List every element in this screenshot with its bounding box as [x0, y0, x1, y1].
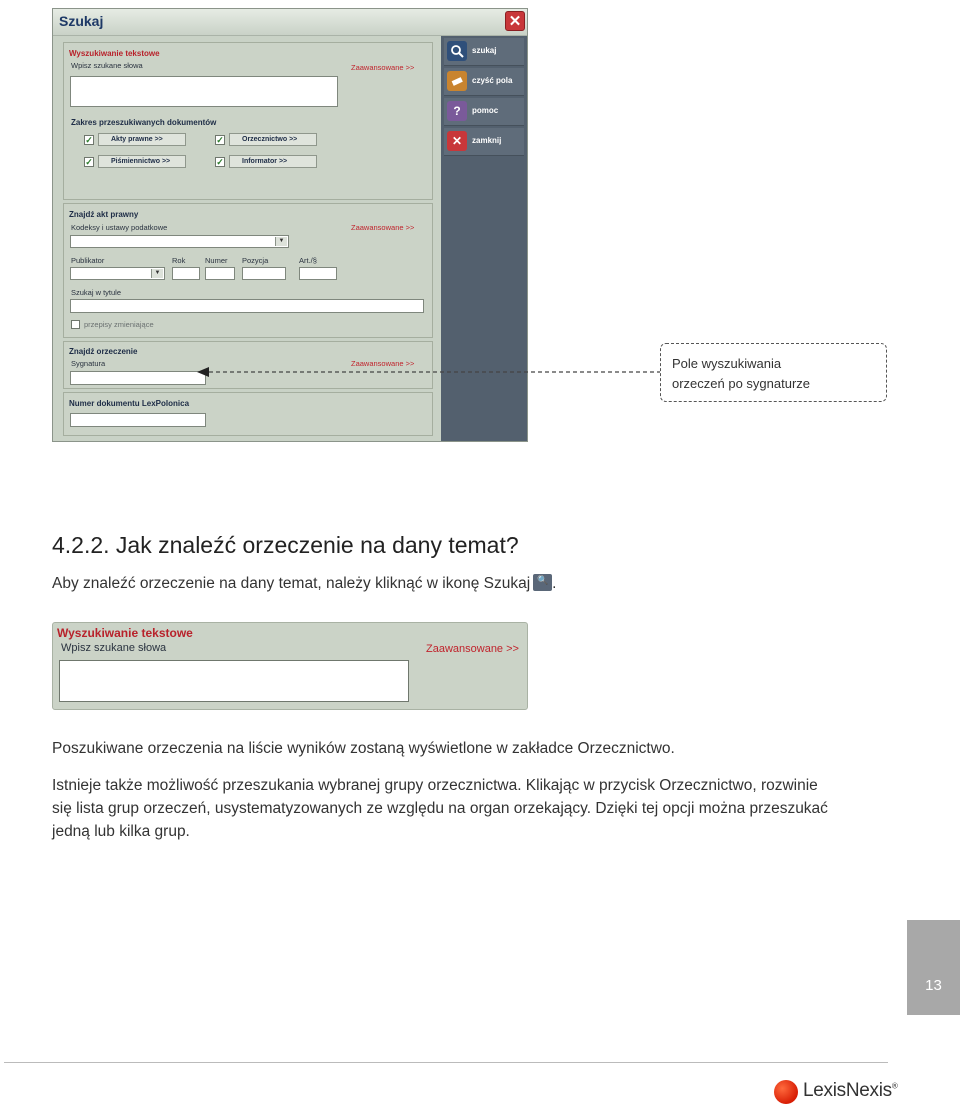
number-label: Numer [205, 256, 228, 265]
doc-number-input[interactable] [70, 413, 206, 427]
chevron-down-icon[interactable]: ▼ [151, 269, 163, 278]
close-button[interactable] [444, 128, 524, 156]
close-icon[interactable]: ✕ [505, 11, 525, 31]
zoomed-text-search-panel [52, 622, 528, 710]
help-button[interactable] [444, 98, 524, 126]
scope-button-acts[interactable]: Akty prawne >> [98, 133, 186, 146]
publisher-label: Publikator [71, 256, 105, 265]
text-search-title: Wyszukiwanie tekstowe [69, 49, 160, 58]
callout-line-2: orzeczeń po sygnaturze [672, 376, 811, 391]
page-number-box [907, 920, 960, 1015]
amending-label: przepisy zmieniające [84, 320, 154, 329]
search-button[interactable] [444, 38, 524, 66]
position-label: Pozycja [242, 256, 269, 265]
article-label: Art./§ [299, 256, 317, 265]
clear-fields-button[interactable] [444, 68, 524, 96]
callout-text [672, 354, 810, 394]
eraser-icon [447, 71, 467, 91]
footer-divider [4, 1062, 888, 1063]
intro-end: . [552, 575, 557, 592]
paragraph-groups-line-2: się lista grup orzeczeń, usystematyzowanych ze względu na organ orzekający. Dzięki tej opcji można przeszukać [52, 800, 828, 817]
number-input[interactable] [205, 267, 235, 280]
chevron-down-icon[interactable]: ▼ [275, 237, 287, 246]
callout-arrow [195, 362, 665, 382]
legal-act-select[interactable] [70, 235, 289, 248]
paragraph-groups-line-3: jedną lub kilka grup. [52, 823, 190, 840]
close-icon: ✕ [447, 131, 467, 151]
callout-line-1: Pole wyszukiwania [672, 356, 782, 371]
lexisnexis-logo: LexisNexis® [803, 1080, 898, 1101]
help-label: pomoc [472, 106, 499, 115]
paragraph-results: Poszukiwane orzeczenia na liście wyników zostaną wyświetlone w zakładce Orzecznictwo. [52, 740, 675, 757]
scope-button-rulings[interactable]: Orzecznictwo >> [229, 133, 317, 146]
title-search-input[interactable] [70, 299, 424, 313]
clear-fields-label: czyść pola [472, 76, 513, 85]
legal-act-select-label: Kodeksy i ustawy podatkowe [71, 223, 168, 232]
publisher-select[interactable] [70, 267, 165, 280]
scope-checkbox-rulings[interactable]: ✓ [216, 135, 224, 145]
signature-label: Sygnatura [71, 359, 106, 368]
doc-number-title: Numer dokumentu LexPolonica [69, 399, 190, 408]
intro-text: Aby znaleźć orzeczenie na dany temat, należy kliknąć w ikonę Szukaj [52, 575, 531, 592]
section-heading: 4.2.2. Jak znaleźć orzeczenie na dany temat? [52, 532, 519, 558]
doc-number-panel [63, 392, 433, 436]
signature-input[interactable] [70, 371, 206, 385]
text-search-advanced-link[interactable]: Zaawansowane >> [351, 63, 415, 72]
callout-box [660, 343, 887, 402]
close-label: zamknij [472, 136, 502, 145]
zoom-advanced-link[interactable]: Zaawansowane >> [426, 643, 519, 655]
article-input[interactable] [299, 267, 337, 280]
zoom-search-input[interactable] [59, 660, 409, 702]
ruling-title: Znajdź orzeczenie [69, 347, 138, 356]
help-icon: ? [447, 101, 467, 121]
search-icon [447, 41, 467, 61]
scope-button-literature[interactable]: Piśmiennictwo >> [98, 155, 186, 168]
scope-checkbox-acts[interactable]: ✓ [85, 135, 93, 145]
scope-title: Zakres przeszukiwanych dokumentów [71, 118, 217, 127]
text-search-panel [63, 42, 433, 200]
scope-checkbox-informator[interactable]: ✓ [216, 157, 224, 167]
legal-act-title: Znajdź akt prawny [69, 210, 139, 219]
legal-act-panel [63, 203, 433, 338]
intro-paragraph [52, 573, 556, 595]
ruling-advanced-link[interactable]: Zaawansowane >> [351, 359, 415, 368]
scope-button-informator[interactable]: Informator >> [229, 155, 317, 168]
scope-checkbox-literature[interactable]: ✓ [85, 157, 93, 167]
text-search-input[interactable] [70, 76, 338, 107]
position-input[interactable] [242, 267, 286, 280]
page-number: 13 [925, 977, 942, 994]
search-button-label: szukaj [472, 46, 497, 55]
text-search-label: Wpisz szukane słowa [71, 61, 143, 70]
title-search-label: Szukaj w tytule [71, 288, 122, 297]
zoom-panel-title: Wyszukiwanie tekstowe [57, 626, 193, 640]
paragraph-groups-line-1: Istnieje także możliwość przeszukania wybranej grupy orzecznictwa. Klikając w przycisk Orzecznictwo, rozwinie [52, 777, 818, 794]
amending-checkbox[interactable] [71, 320, 80, 329]
year-input[interactable] [172, 267, 200, 280]
zoom-panel-label: Wpisz szukane słowa [61, 642, 167, 654]
year-label: Rok [172, 256, 186, 265]
dialog-title-bar [53, 9, 527, 36]
dialog-title: Szukaj [59, 13, 104, 29]
search-icon: 🔍 [533, 574, 552, 591]
legal-act-advanced-link[interactable]: Zaawansowane >> [351, 223, 415, 232]
lexisnexis-logo-icon [774, 1080, 798, 1104]
